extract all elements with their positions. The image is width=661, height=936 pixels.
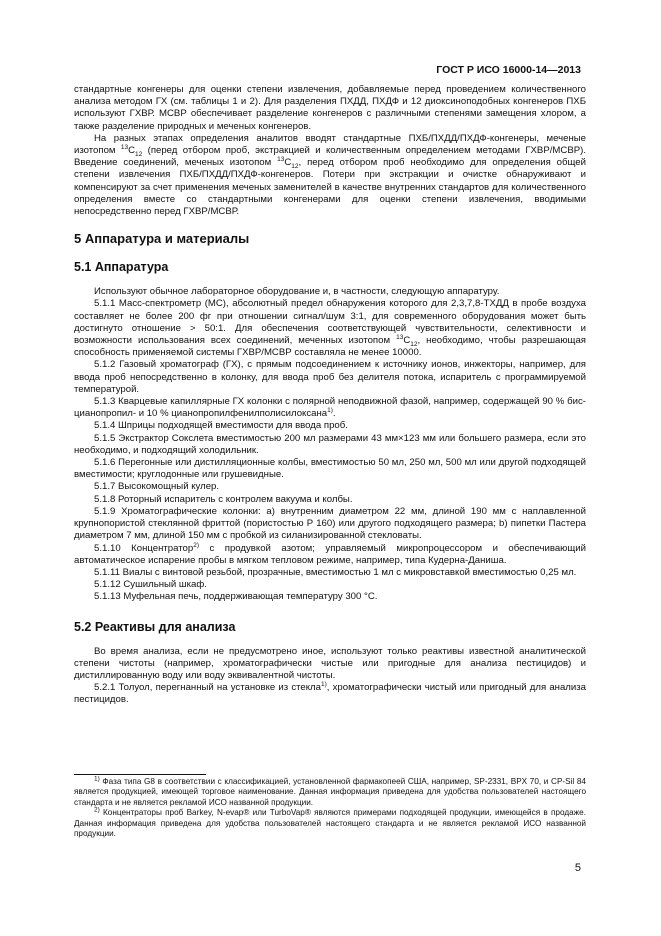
item-5-1-10 xyxy=(74,543,586,567)
isotope-element: C xyxy=(128,145,136,157)
footnote-1-text: Фаза типа G8 в соответствии с классификацией, установленной фармакопеей США, например, SP-2331, BPX 70, и CP-Sil 84 является продукцией, имеющей торговое наименование. Данная информация приведена для удобства пользователей настоящего стандарта и не является рекламой ИСО названной продукции. xyxy=(74,777,586,807)
section-5-1-heading: 5.1 Аппаратура xyxy=(74,260,169,275)
item-5-1-6: 5.1.6 Перегонные или дистилляционные колбы, вместимостью 50 мл, 250 мл, 500 мл или другой подходящей вместимости; круглодонные или грушевидные. xyxy=(74,457,586,481)
item-5-1-9: 5.1.9 Хроматографические колонки: a) внутренним диаметром 22 мм, длиной 190 мм с наплавленной крупнопористой стеклянной фриттой (пористостью P 160) или другого подходящего размера; b) пипетки Пастера диаметром 7 мм, длиной 150 мм с пробкой из силанизированной стекловаты. xyxy=(74,505,586,542)
footnotes xyxy=(74,777,586,839)
section-5-heading: 5 Аппаратура и материалы xyxy=(74,231,250,247)
section-5-2-intro: Во время анализа, если не предусмотрено иное, используют только реактивы известной аналитической степени чистоты (например, хроматографически чистые или пригодные для анализа пестицидов) и дистиллированную воду или воду эквивалентной чистоты. xyxy=(74,645,586,681)
item-5-1-5: 5.1.5 Экстрактор Сокслета вместимостью 200 мл размерами 43 мм×123 мм или большего размера, если это необходимо, и подходящий холодильник. xyxy=(74,432,586,456)
intro-p2-part-c: , перед отбором проб необходимо для определения общей степени извлечения ПХБ/ПХДД/ПХДФ-конгенеров. Потери при экстракции и очистке обнаруживают и компенсируют за счет применения меченых заменителей в качестве внутренних стандартов для количественного определения вместе со стандартными конгенерами для оценки степени извлечения, вводимыми непосредственно перед ГХВР/МСВР. xyxy=(74,157,586,218)
isotope-subscript: 12 xyxy=(410,340,418,348)
item-5-1-3 xyxy=(74,396,586,420)
isotope-mass-number: 13 xyxy=(120,143,129,151)
isotope-subscript: 12 xyxy=(291,163,299,171)
item-5-1-3-text: 5.1.3 Кварцевые капиллярные ГХ колонки с полярной неподвижной фазой, например, содержащей 90 % бис-цианопропил- и 10 % цианопропилфенилполисилоксана xyxy=(74,396,586,420)
item-5-2-1 xyxy=(74,682,586,706)
item-5-1-7: 5.1.7 Высокомощный кулер. xyxy=(94,481,220,493)
item-5-1-1 xyxy=(74,298,586,359)
item-5-1-4: 5.1.4 Шприцы подходящей вместимости для ввода проб. xyxy=(94,420,348,432)
intro-paragraph-2 xyxy=(74,133,586,218)
document-code-header: ГОСТ Р ИСО 16000-14—2013 xyxy=(436,64,581,76)
footnote-mark-2: 2) xyxy=(94,806,100,814)
isotope-mass-number: 13 xyxy=(396,333,404,341)
item-5-1-1-part-b: , необходимо, чтобы разрешающая способность применяемой системы ГХВР/МСВР составляла не менее 10000. xyxy=(74,335,586,359)
footnote-ref-1[interactable]: 1) xyxy=(320,680,327,688)
item-5-1-10-part-a: 5.1.10 Концентратор xyxy=(94,542,194,554)
item-5-1-11: 5.1.11 Виалы с винтовой резьбой, прозрачные, вместимостью 1 мл с микровставкой вместимостью 0,25 мл. xyxy=(94,566,577,578)
intro-p2-part-b: (перед отбором проб, экстракцией и количественным определением методами ГХВР/МСВР). Введение соединений, меченых изотопом xyxy=(74,145,586,169)
item-5-1-8: 5.1.8 Роторный испаритель с контролем вакуума и колбы. xyxy=(94,493,353,505)
item-5-1-1-part-a: 5.1.1 Масс-спектрометр (МС), абсолютный предел обнаружения которого для 2,3,7,8-ТХДД в пробе воздуха составляет не более 200 фг при отношении сигнал/шум 3:1, для современного оборудования может быть достигнуто отношение > 50:1. Для обеспечения соответствующей чувствительности, селективности и возможности использования всех соединений, меченных изотопом xyxy=(74,298,586,347)
section-5-1-intro: Используют обычное лабораторное оборудование и, в частности, следующую аппаратуру. xyxy=(94,286,500,298)
item-5-1-3-end: . xyxy=(332,408,336,420)
footnote-2-text: Концентраторы проб Barkey, N-evap® или TurboVap® являются примерами подходящей продукции, имеющейся в продаже. Данная информация приведена для удобства пользователей настоящего стандарта и не является рекламой ИСО названной продукции. xyxy=(74,808,586,839)
footnote-ref-2[interactable]: 2) xyxy=(193,541,199,549)
item-5-2-1-part-a: 5.2.1 Толуол, перегнанный на установке из стекла xyxy=(94,682,321,694)
isotope-element: C xyxy=(403,335,411,347)
item-5-1-10-part-b: с продувкой азотом; управляемый микропроцессором и обеспечивающий автоматическое испарение пробы в мягком тепловом режиме, например, типа Кудерна-Даниша. xyxy=(74,542,586,566)
item-5-1-12: 5.1.12 Сушильный шкаф. xyxy=(94,579,207,591)
isotope-subscript: 12 xyxy=(135,150,143,158)
page-number: 5 xyxy=(574,862,581,874)
item-5-1-2: 5.1.2 Газовый хроматограф (ГХ), с прямым подсоединением к источнику ионов, инжекторы, например, для ввода проб непосредственно в колонку, для ввода проб без делителя потока, испаритель с программируемой температурой. xyxy=(74,359,586,395)
item-5-2-1-part-b: , хроматографически чистый или пригодный для анализа пестицидов. xyxy=(74,682,586,706)
isotope-mass-number: 13 xyxy=(277,156,285,164)
item-5-1-13: 5.1.13 Муфельная печь, поддерживающая температуру 300 °С. xyxy=(94,591,378,603)
isotope-element: C xyxy=(284,157,292,169)
intro-p2-part-a: На разных этапах определения аналитов вводят стандартные ПХБ/ПХДД/ПХДФ-конгенеры, меченые изотопом xyxy=(74,132,586,157)
intro-paragraph-1: стандартные конгенеры для оценки степени извлечения, добавляемые перед проведением количественного анализа методом ГХ (см. таблицы 1 и 2). Для разделения ПХДД, ПХДФ и 12 диоксиноподобных конгенеров ПХБ используют ГХВР. МСВР обеспечивает разделение конгенеров с различными степенями замещения хлором, а также разделение природных и меченых конгенеров. xyxy=(74,84,586,132)
main-content xyxy=(74,84,586,707)
footnote-mark-1: 1) xyxy=(94,775,100,783)
section-5-2-heading: 5.2 Реактивы для анализа xyxy=(74,619,236,634)
footnote-ref-1[interactable]: 1) xyxy=(327,407,333,415)
footnote-2 xyxy=(74,808,586,839)
footnote-1 xyxy=(74,777,586,808)
